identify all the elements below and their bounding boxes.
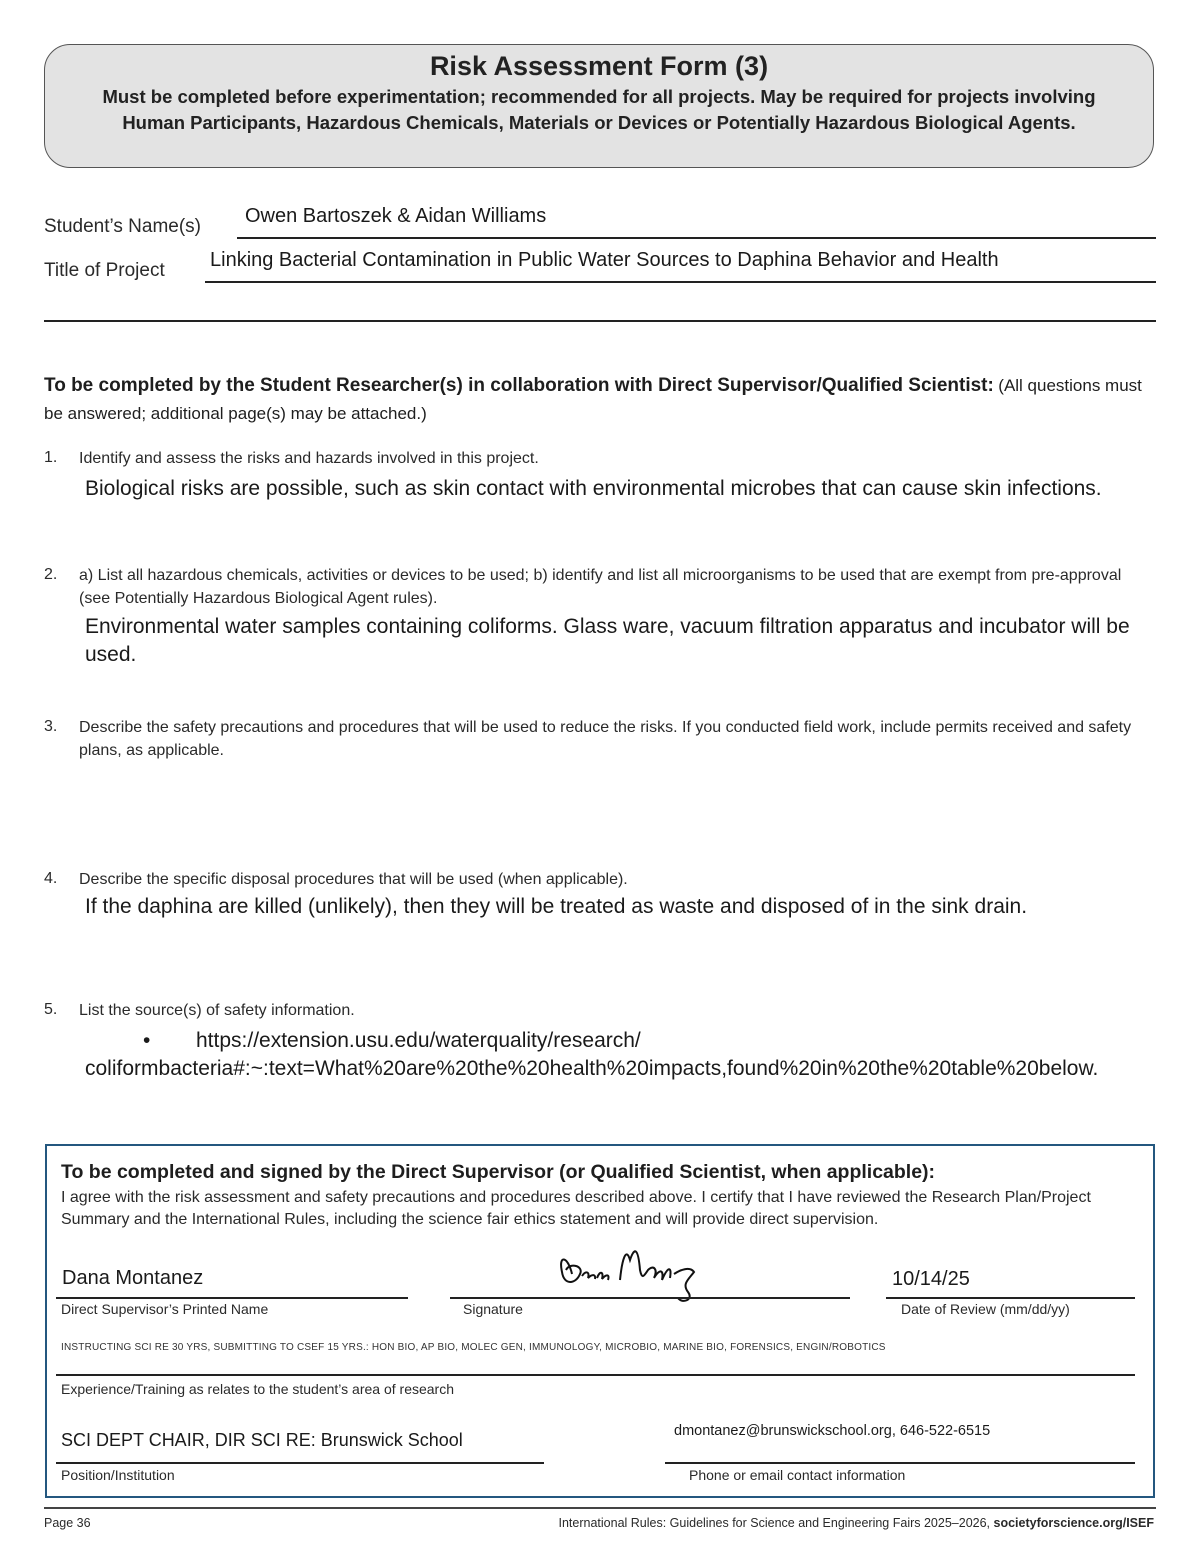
project-title-value[interactable]: Linking Bacterial Contamination in Public Water Sources to Daphina Behavior and Health	[210, 249, 999, 271]
footer-credit	[559, 1516, 1155, 1530]
project-title-line	[205, 281, 1156, 283]
student-name-label: Student’s Name(s)	[44, 216, 201, 237]
page-number: Page 36	[44, 1516, 91, 1530]
position-label: Position/Institution	[61, 1467, 175, 1483]
student-name-line	[237, 237, 1156, 239]
experience-value[interactable]: INSTRUCTING SCI RE 30 YRS, SUBMITTING TO CSEF 15 YRS.: HON BIO, AP BIO, MOLEC GEN, IMMUNOLOGY, MICROBIO, MARINE BIO, FORENSICS, ENGIN/ROBOTICS	[61, 1342, 886, 1353]
student-instructions	[44, 372, 1154, 428]
question-1-answer[interactable]: Biological risks are possible, such as skin contact with environmental microbes that can cause skin infections.	[85, 477, 1102, 500]
student-name-value[interactable]: Owen Bartoszek & Aidan Williams	[245, 205, 547, 227]
form-subtitle: Must be completed before experimentation; recommended for all projects. May be required for projects involving Human Participants, Hazardous Chemicals, Materials or Devices or Potentially Hazardous Biological Agents.	[102, 86, 1096, 133]
question-2-text: a) List all hazardous chemicals, activities or devices to be used; b) identify and list all microorganisms to be used that are exempt from pre-approval (see Potentially Hazardous Biological Agent rules).	[79, 567, 1122, 607]
question-3-answer[interactable]	[85, 770, 1135, 830]
question-2-number: 2.	[44, 566, 58, 583]
experience-label: Experience/Training as relates to the student’s area of research	[61, 1381, 454, 1397]
signature-line	[450, 1297, 850, 1299]
question-1-text: Identify and assess the risks and hazards involved in this project.	[79, 450, 539, 467]
project-title-label: Title of Project	[44, 260, 165, 281]
signature-area[interactable]	[450, 1240, 850, 1310]
experience-line	[56, 1374, 1135, 1376]
footer-rules-text: International Rules: Guidelines for Science and Engineering Fairs 2025–2026,	[558, 1516, 991, 1530]
question-5-bullet: •	[143, 1029, 151, 1052]
position-line	[56, 1462, 544, 1464]
question-2-answer[interactable]: Environmental water samples containing coliforms. Glass ware, vacuum filtration apparatus and incubator will be used.	[85, 615, 1130, 666]
contact-label: Phone or email contact information	[689, 1467, 906, 1483]
footer-divider	[44, 1507, 1156, 1509]
footer-site-link[interactable]: societyforscience.org/ISEF	[993, 1516, 1154, 1530]
student-instructions-bold: To be completed by the Student Researcher(s) in collaboration with Direct Supervisor/Qualified Scientist:	[44, 375, 994, 396]
handwritten-signature-icon	[450, 1240, 850, 1310]
question-3-number: 3.	[44, 718, 58, 735]
question-4-text: Describe the specific disposal procedures that will be used (when applicable).	[79, 871, 628, 888]
contact-value[interactable]: dmontanez@brunswickschool.org, 646-522-6515	[674, 1423, 991, 1439]
question-4-answer[interactable]: If the daphina are killed (unlikely), then they will be treated as waste and disposed of in the sink drain.	[85, 895, 1028, 918]
project-title-line-2	[44, 320, 1156, 322]
signature-label: Signature	[463, 1301, 523, 1317]
question-3-text: Describe the safety precautions and procedures that will be used to reduce the risks. If you conducted field work, include permits received and safety plans, as applicable.	[79, 719, 1132, 759]
question-4-number: 4.	[44, 870, 58, 887]
position-value[interactable]: SCI DEPT CHAIR, DIR SCI RE: Brunswick School	[61, 1430, 463, 1450]
form-title: Risk Assessment Form (3)	[429, 51, 769, 81]
supervisor-heading: To be completed and signed by the Direct Supervisor (or Qualified Scientist, when applicable):	[61, 1161, 936, 1183]
supervisor-printed-name[interactable]: Dana Montanez	[62, 1267, 204, 1289]
contact-line	[665, 1462, 1135, 1464]
question-5-answer-line-1[interactable]: https://extension.usu.edu/waterquality/research/	[196, 1029, 641, 1052]
review-date[interactable]: 10/14/25	[892, 1268, 970, 1290]
form-header-box	[44, 44, 1154, 168]
printed-name-label: Direct Supervisor’s Printed Name	[61, 1301, 269, 1317]
question-5-answer-line-2[interactable]: coliformbacteria#:~:text=What%20are%20the%20health%20impacts,found%20in%20the%20table%20below.	[85, 1057, 1099, 1080]
student-instructions-note: (All questions must be answered; additional page(s) may be attached.)	[44, 376, 1142, 423]
question-5-text: List the source(s) of safety information.	[79, 1002, 355, 1019]
date-label: Date of Review (mm/dd/yy)	[901, 1301, 1070, 1317]
question-5-number: 5.	[44, 1001, 58, 1018]
question-1-number: 1.	[44, 449, 58, 466]
supervisor-statement: I agree with the risk assessment and safety precautions and procedures described above. I certify that I have reviewed the Research Plan/Project Summary and the International Rules, including the science fair ethics statement and will provide direct supervision.	[61, 1189, 1091, 1228]
printed-name-line	[56, 1297, 408, 1299]
date-line	[886, 1297, 1135, 1299]
